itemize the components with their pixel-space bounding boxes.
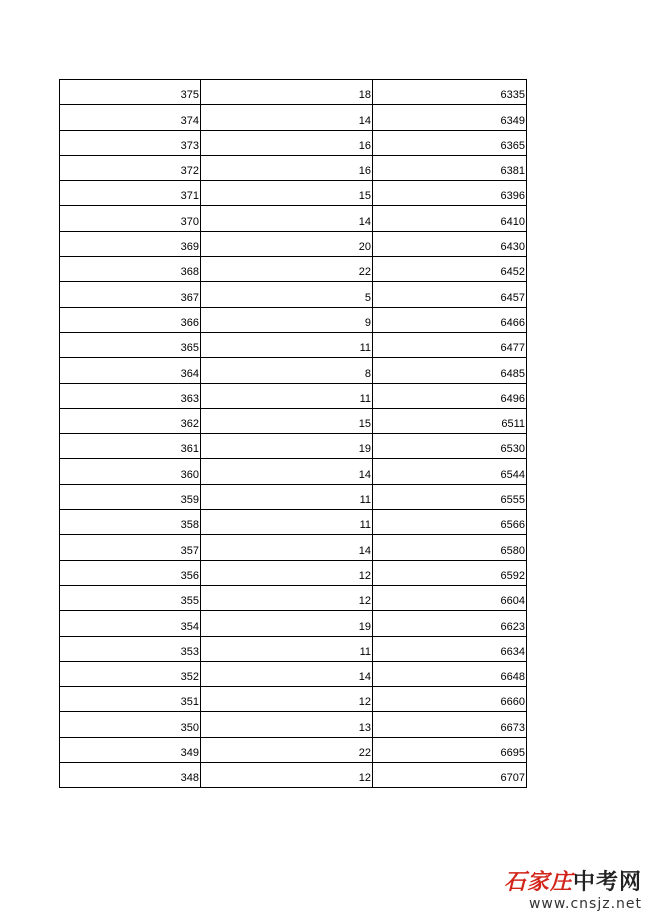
table-body xyxy=(60,80,527,788)
table-row xyxy=(60,206,527,231)
count-cell: 15 xyxy=(201,181,373,206)
cumulative-cell: 6555 xyxy=(373,484,527,509)
count-cell: 20 xyxy=(201,231,373,256)
table-row xyxy=(60,130,527,155)
score-cell: 367 xyxy=(60,282,201,307)
count-cell: 12 xyxy=(201,585,373,610)
table-row xyxy=(60,257,527,282)
table-row xyxy=(60,80,527,105)
score-cell: 375 xyxy=(60,80,201,105)
table-row xyxy=(60,510,527,535)
table-row xyxy=(60,282,527,307)
count-cell: 15 xyxy=(201,408,373,433)
table-row xyxy=(60,231,527,256)
cumulative-cell: 6396 xyxy=(373,181,527,206)
score-cell: 351 xyxy=(60,687,201,712)
count-cell: 8 xyxy=(201,358,373,383)
cumulative-cell: 6707 xyxy=(373,763,527,788)
count-cell: 19 xyxy=(201,611,373,636)
count-cell: 14 xyxy=(201,535,373,560)
score-cell: 353 xyxy=(60,636,201,661)
score-cell: 369 xyxy=(60,231,201,256)
table-row xyxy=(60,408,527,433)
cumulative-cell: 6457 xyxy=(373,282,527,307)
cumulative-cell: 6592 xyxy=(373,560,527,585)
score-cell: 349 xyxy=(60,737,201,762)
score-cell: 364 xyxy=(60,358,201,383)
cumulative-cell: 6430 xyxy=(373,231,527,256)
site-watermark xyxy=(492,869,642,913)
cumulative-cell: 6381 xyxy=(373,155,527,180)
cumulative-cell: 6604 xyxy=(373,585,527,610)
table-row xyxy=(60,687,527,712)
count-cell: 5 xyxy=(201,282,373,307)
count-cell: 22 xyxy=(201,257,373,282)
cumulative-cell: 6335 xyxy=(373,80,527,105)
score-cell: 360 xyxy=(60,459,201,484)
score-cell: 348 xyxy=(60,763,201,788)
count-cell: 12 xyxy=(201,560,373,585)
cumulative-cell: 6349 xyxy=(373,105,527,130)
count-cell: 12 xyxy=(201,687,373,712)
score-cell: 365 xyxy=(60,332,201,357)
score-cell: 373 xyxy=(60,130,201,155)
cumulative-cell: 6623 xyxy=(373,611,527,636)
score-cell: 361 xyxy=(60,434,201,459)
score-cell: 356 xyxy=(60,560,201,585)
count-cell: 11 xyxy=(201,484,373,509)
count-cell: 11 xyxy=(201,332,373,357)
cumulative-cell: 6580 xyxy=(373,535,527,560)
table-row xyxy=(60,307,527,332)
watermark-url: www.cnsjz.net xyxy=(528,896,642,912)
cumulative-cell: 6544 xyxy=(373,459,527,484)
table-row xyxy=(60,712,527,737)
cumulative-cell: 6466 xyxy=(373,307,527,332)
table-row xyxy=(60,585,527,610)
table-row xyxy=(60,358,527,383)
table-row xyxy=(60,105,527,130)
table-row xyxy=(60,155,527,180)
count-cell: 14 xyxy=(201,661,373,686)
cumulative-cell: 6452 xyxy=(373,257,527,282)
cumulative-cell: 6410 xyxy=(373,206,527,231)
score-cell: 372 xyxy=(60,155,201,180)
score-cell: 357 xyxy=(60,535,201,560)
count-cell: 13 xyxy=(201,712,373,737)
watermark-title-script: 石家庄 xyxy=(503,869,573,895)
count-cell: 11 xyxy=(201,510,373,535)
score-cell: 368 xyxy=(60,257,201,282)
cumulative-cell: 6511 xyxy=(373,408,527,433)
cumulative-cell: 6634 xyxy=(373,636,527,661)
cumulative-cell: 6477 xyxy=(373,332,527,357)
watermark-title-rest: 中考网 xyxy=(572,869,642,895)
count-cell: 14 xyxy=(201,206,373,231)
count-cell: 16 xyxy=(201,130,373,155)
cumulative-cell: 6496 xyxy=(373,383,527,408)
cumulative-cell: 6485 xyxy=(373,358,527,383)
score-cell: 352 xyxy=(60,661,201,686)
table-row xyxy=(60,763,527,788)
score-cell: 354 xyxy=(60,611,201,636)
score-table xyxy=(59,79,527,788)
score-cell: 355 xyxy=(60,585,201,610)
count-cell: 14 xyxy=(201,105,373,130)
watermark-title xyxy=(492,869,642,895)
table-row xyxy=(60,459,527,484)
count-cell: 16 xyxy=(201,155,373,180)
cumulative-cell: 6648 xyxy=(373,661,527,686)
count-cell: 14 xyxy=(201,459,373,484)
count-cell: 9 xyxy=(201,307,373,332)
cumulative-cell: 6660 xyxy=(373,687,527,712)
table-row xyxy=(60,383,527,408)
score-cell: 374 xyxy=(60,105,201,130)
count-cell: 11 xyxy=(201,636,373,661)
table-row xyxy=(60,560,527,585)
score-cell: 371 xyxy=(60,181,201,206)
score-cell: 366 xyxy=(60,307,201,332)
cumulative-cell: 6673 xyxy=(373,712,527,737)
count-cell: 11 xyxy=(201,383,373,408)
score-cell: 363 xyxy=(60,383,201,408)
score-cell: 350 xyxy=(60,712,201,737)
cumulative-cell: 6566 xyxy=(373,510,527,535)
count-cell: 12 xyxy=(201,763,373,788)
score-cell: 362 xyxy=(60,408,201,433)
count-cell: 22 xyxy=(201,737,373,762)
cumulative-cell: 6365 xyxy=(373,130,527,155)
table-row xyxy=(60,636,527,661)
cumulative-cell: 6695 xyxy=(373,737,527,762)
count-cell: 19 xyxy=(201,434,373,459)
table-row xyxy=(60,535,527,560)
score-cell: 358 xyxy=(60,510,201,535)
table-row xyxy=(60,737,527,762)
table-row xyxy=(60,484,527,509)
cumulative-cell: 6530 xyxy=(373,434,527,459)
table-row xyxy=(60,611,527,636)
score-cell: 370 xyxy=(60,206,201,231)
table-row xyxy=(60,661,527,686)
count-cell: 18 xyxy=(201,80,373,105)
table-row xyxy=(60,332,527,357)
score-cell: 359 xyxy=(60,484,201,509)
table-row xyxy=(60,434,527,459)
table-row xyxy=(60,181,527,206)
